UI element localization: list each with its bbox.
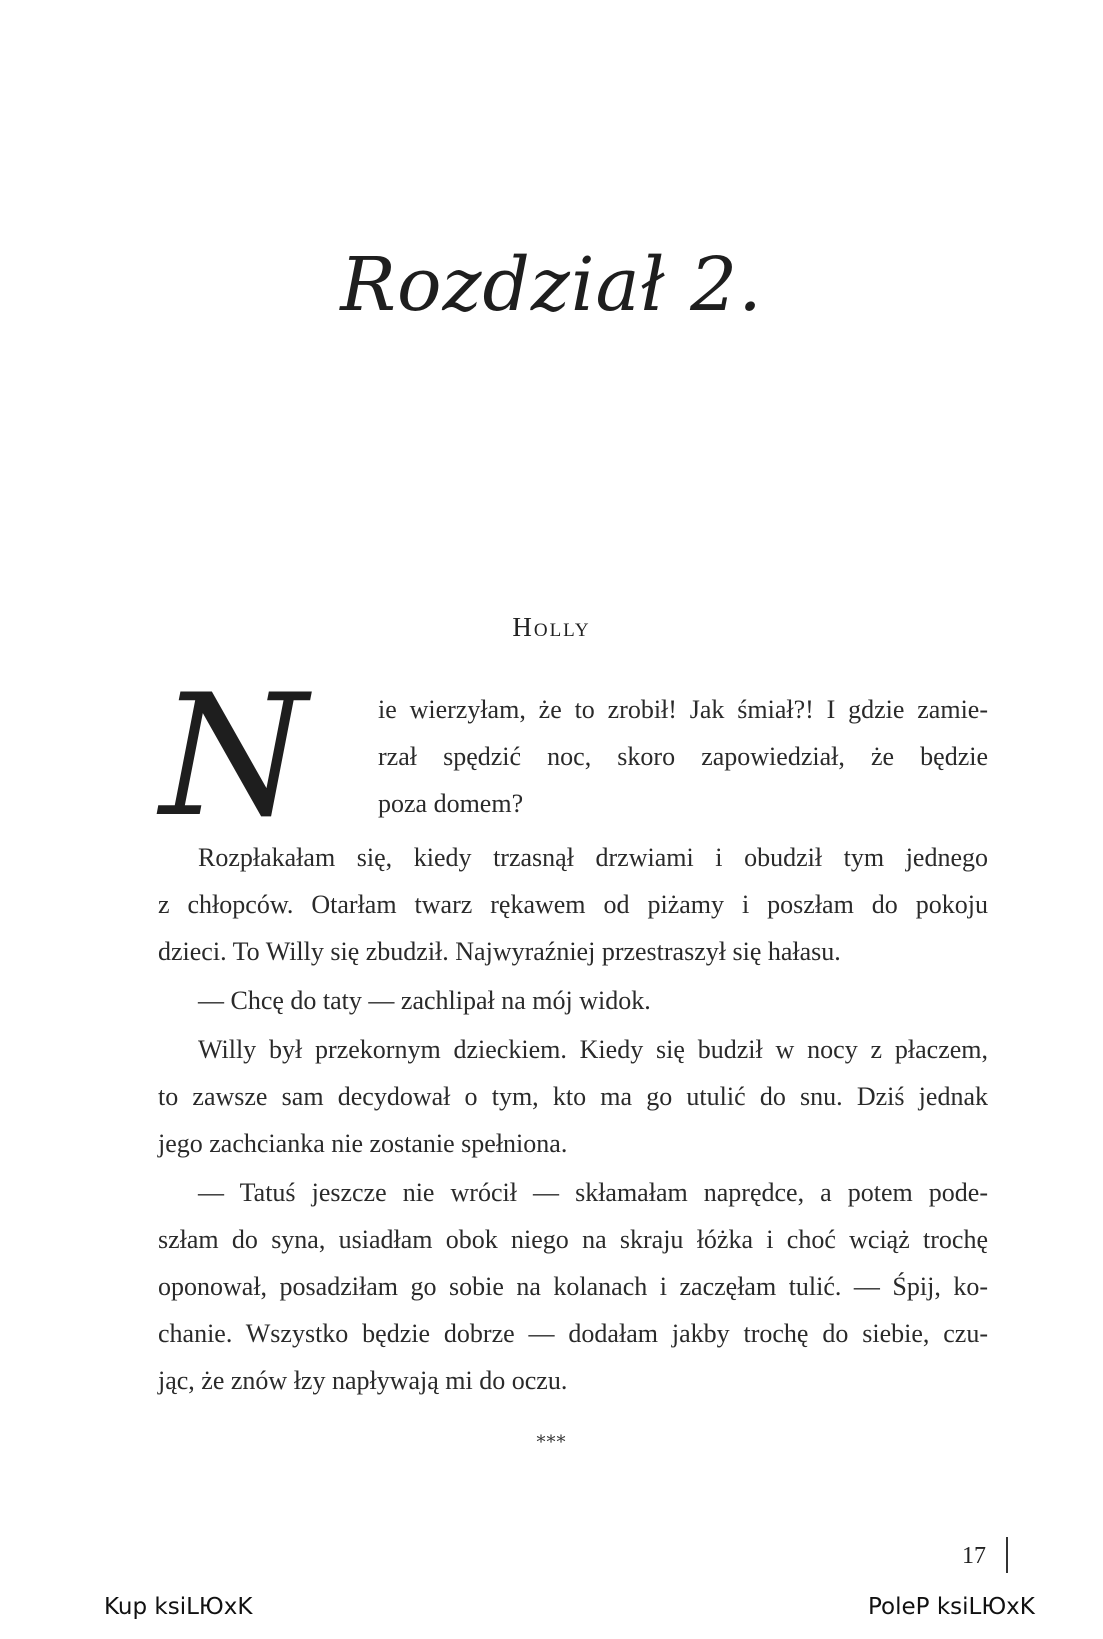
text-line: ie wierzyłam, że to zrobił! Jak śmiał?! I gdzie zamie- [378,695,988,724]
text-line: oponował, posadziłam go sobie na kolanach i zaczęłam tulić. — Śpij, ko- [158,1272,988,1301]
paragraph [158,977,988,1024]
text-line: — Tatuś jeszcze nie wrócił — skłamałam naprędce, a potem pode- [198,1178,988,1207]
opening-paragraph [378,686,988,827]
footer-buy-book-link[interactable]: Kup ksiLЮxK [104,1594,253,1620]
text-line: szłam do syna, usiadłam obok niego na skraju łóżka i choć wciąż trochę [158,1225,988,1254]
paragraph [158,1169,988,1404]
text-line: — Chcę do taty — zachlipał na mój widok. [198,986,651,1015]
section-heading: Holly [512,612,591,642]
text-line: jego zachcianka nie zostanie spełniona. [158,1129,568,1158]
text-line: dzieci. To Willy się zbudził. Najwyraźniej przestraszył się hałasu. [158,937,841,966]
text-line: z chłopców. Otarłam twarz rękawem od piżamy i poszłam do pokoju [158,890,988,919]
text-line: Willy był przekornym dzieckiem. Kiedy się budził w nocy z płaczem, [198,1035,988,1064]
text-line: Rozpłakałam się, kiedy trzasnął drzwiami i obudził tym jednego [198,843,988,872]
footer-recommend-book-link[interactable]: PoleP ksiLЮxK [868,1594,1035,1620]
text-line: jąc, że znów łzy napływają mi do oczu. [158,1366,568,1395]
text-line: poza domem? [378,789,524,818]
body-text [158,834,988,1406]
paragraph [158,834,988,975]
text-line: rzał spędzić noc, skoro zapowiedział, że będzie [378,742,988,771]
page-number: 17 [962,1543,986,1569]
scene-separator: *** [536,1432,567,1453]
text-line: to zawsze sam decydował o tym, kto ma go utulić do snu. Dziś jednak [158,1082,988,1111]
chapter-title: Rozdział 2. [340,242,763,328]
drop-cap: N [160,658,307,854]
page-number-rule [1006,1537,1008,1573]
text-line: chanie. Wszystko będzie dobrze — dodałam jakby trochę do siebie, czu- [158,1319,988,1348]
paragraph [158,1026,988,1167]
